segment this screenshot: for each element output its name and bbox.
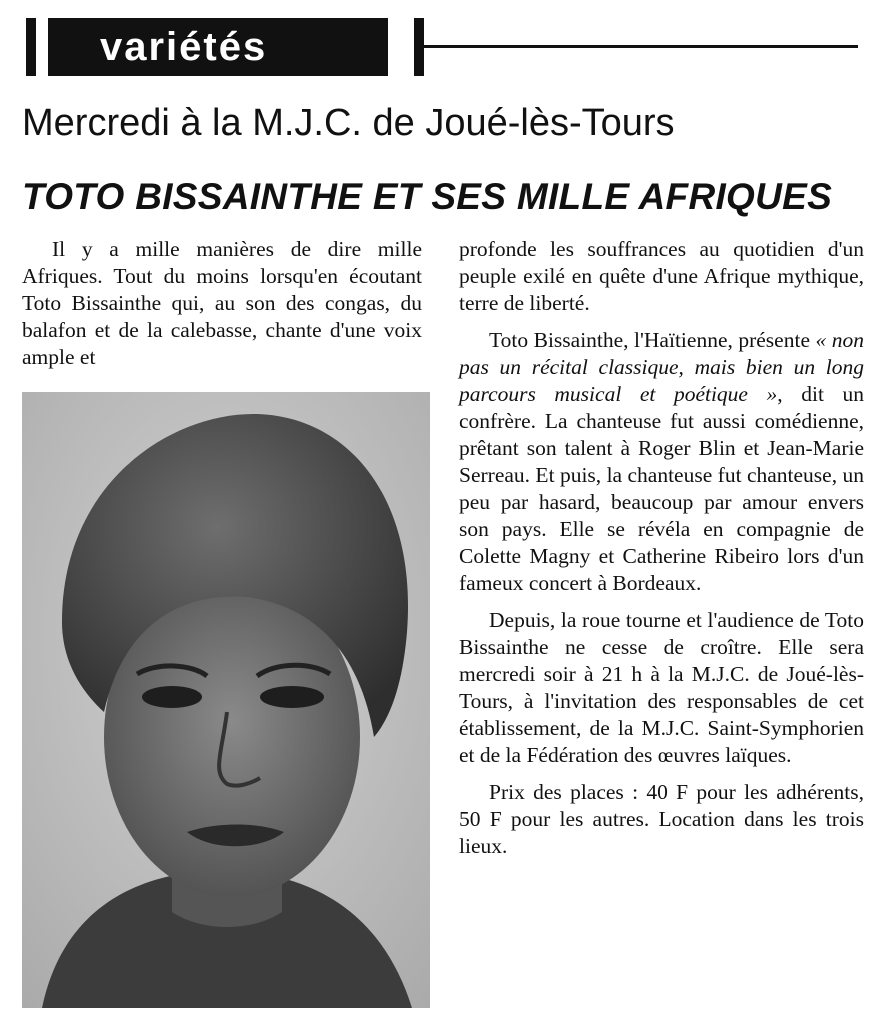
price-paragraph: Prix des places : 40 F pour les adhérents, 50 F pour les autres. Location dans les trois lieux.: [459, 780, 864, 858]
article-kicker: Mercredi à la M.J.C. de Joué-lès-Tours: [22, 102, 675, 144]
continuation-paragraph: profonde les souffrances au quotidien d'un peuple exilé en quête d'une Afrique mythique, terre de liberté.: [459, 237, 864, 315]
intro-paragraph: Il y a mille manières de dire mille Afriques. Tout du moins lorsqu'en écoutant Toto Bissainthe qui, au son des congas, du balafon et de la calebasse, chante d'une voix ample et: [22, 237, 422, 369]
press-quote: « non pas un récital classique, mais bien un long parcours musical et poétique »: [459, 328, 864, 406]
second-paragraph-rest: , dit un confrère. La chanteuse fut aussi comédienne, prêtant son talent à Roger Blin et Jean-Marie Serreau. Et puis, la chanteuse fut chanteuse, un peu par hasard, beaucoup par amour envers son pays. Elle se révéla en compagnie de Colette Magny et Catherine Ribeiro lors d'un fameux concert à Bordeaux.: [459, 382, 864, 595]
rubric-right-bar: [414, 18, 424, 76]
portrait-photo: [22, 392, 430, 1008]
left-column: [22, 236, 422, 371]
rubric-rule-line: [424, 45, 858, 48]
rubric-left-bar: [26, 18, 36, 76]
section-rubric: variétés: [48, 18, 388, 76]
article-headline: TOTO BISSAINTHE ET SES MILLE AFRIQUES: [22, 176, 833, 217]
second-paragraph-lead: Toto Bissainthe, l'Haïtienne, présente: [489, 328, 816, 352]
third-paragraph: Depuis, la roue tourne et l'audience de Toto Bissainthe ne cesse de croître. Elle sera mercredi soir à 21 h à la M.J.C. de Joué-lès-Tours, à l'invitation des responsables de cet établissement, de la M.J.C. Saint-Symphorien et de la Fédération des œuvres laïques.: [459, 608, 864, 767]
right-column: [459, 236, 864, 870]
second-paragraph: [459, 327, 864, 597]
